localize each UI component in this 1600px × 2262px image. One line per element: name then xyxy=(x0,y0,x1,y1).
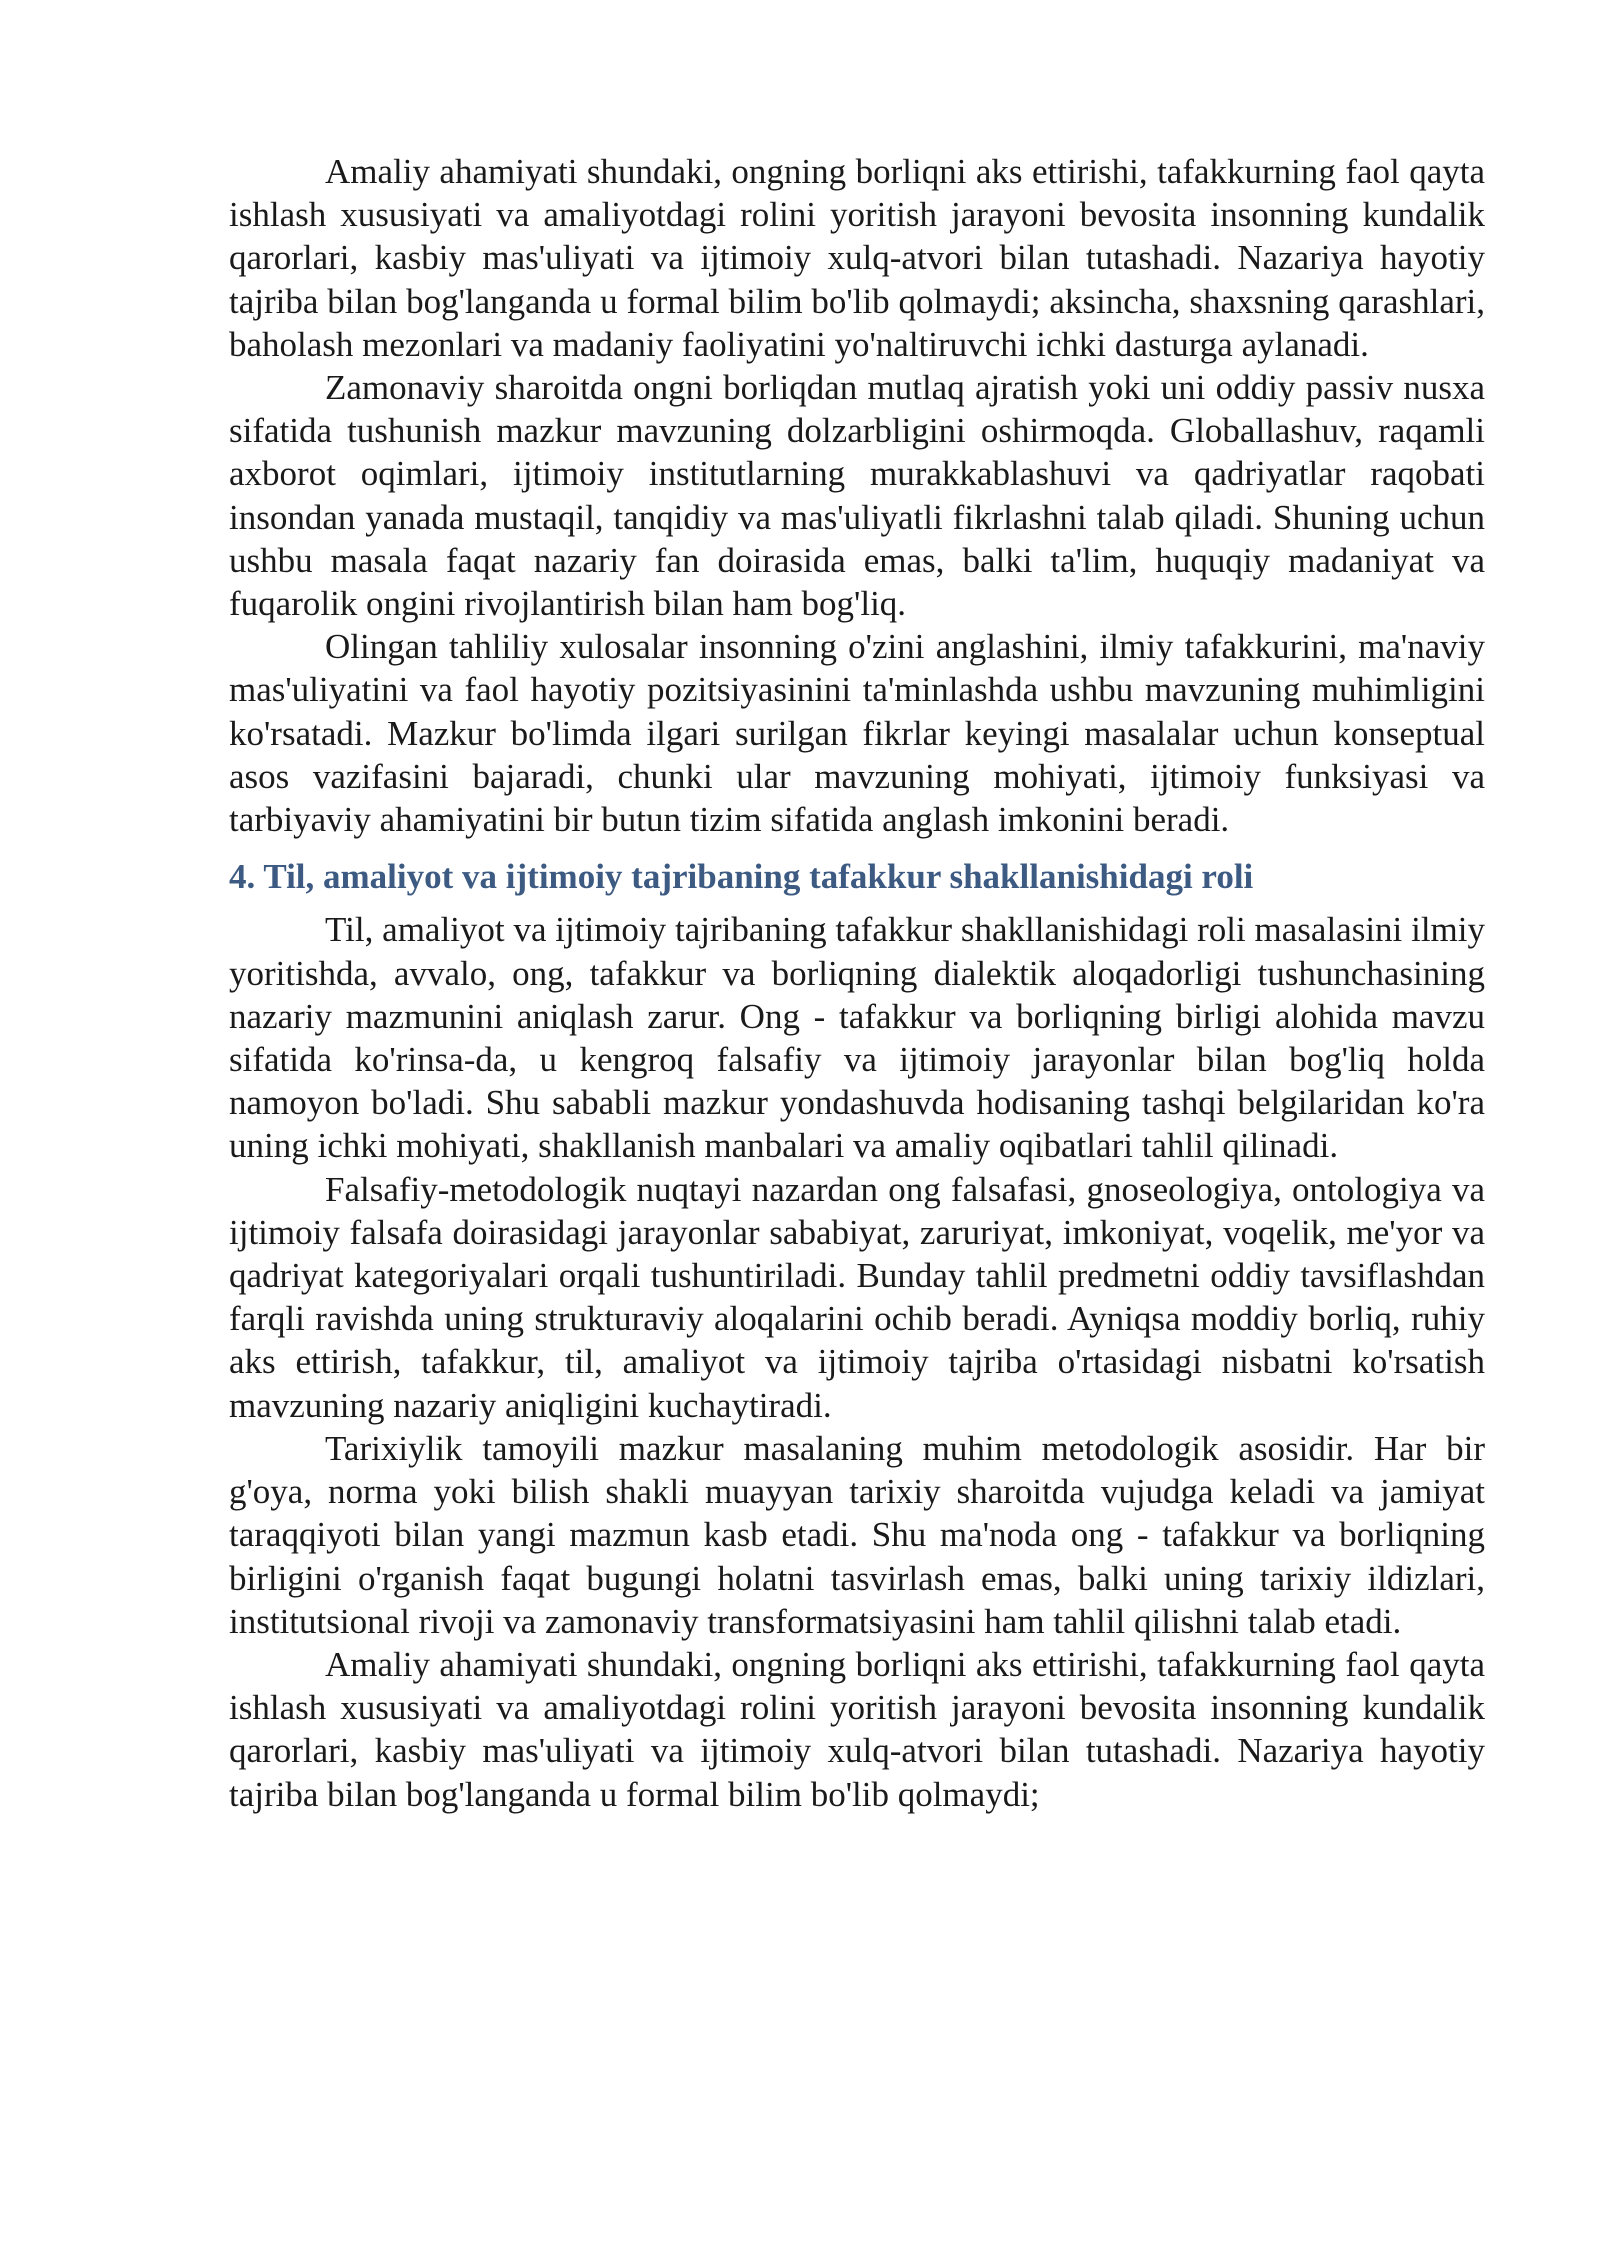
body-paragraph: Falsafiy-metodologik nuqtayi nazardan ong falsafasi, gnoseologiya, ontologiya va ijtimoiy falsafa doirasidagi jarayonlar sababiyat, zaruriyat, imkoniyat, voqelik, me'yor va qadriyat kategoriyalari orqali tushuntiriladi. Bunday tahlil predmetni oddiy tavsiflashdan farqli ravishda uning strukturaviy aloqalarini ochib beradi. Ayniqsa moddiy borliq, ruhiy aks ettirish, tafakkur, til, amaliyot va ijtimoiy tajriba o'rtasidagi nisbatni ko'rsatish mavzuning nazariy aniqligini kuchaytiradi. xyxy=(229,1169,1485,1425)
section-heading: 4. Til, amaliyot va ijtimoiy tajribaning tafakkur shakllanishidagi roli xyxy=(229,857,1254,897)
body-paragraph: Amaliy ahamiyati shundaki, ongning borliqni aks ettirishi, tafakkurning faol qayta ishlash xususiyati va amaliyotdagi rolini yoritish jarayoni bevosita insonning kundalik qarorlari, kasbiy mas'uliyati va ijtimoiy xulq-atvori bilan tutashadi. Nazariya hayotiy tajriba bilan bog'langanda u formal bilim bo'lib qolmaydi; xyxy=(229,1644,1485,1814)
body-paragraph: Olingan tahliliy xulosalar insonning o'zini anglashini, ilmiy tafakkurini, ma'naviy mas'uliyatini va faol hayotiy pozitsiyasinini ta'minlashda ushbu mavzuning muhimligini ko'rsatadi. Mazkur bo'limda ilgari surilgan fikrlar keyingi masalalar uchun konseptual asos vazifasini bajaradi, chunki ular mavzuning mohiyati, ijtimoiy funksiyasi va tarbiyaviy ahamiyatini bir butun tizim sifatida anglash imkonini beradi. xyxy=(229,627,1485,840)
body-paragraph: Tarixiylik tamoyili mazkur masalaning muhim metodologik asosidir. Har bir g'oya, norma yoki bilish shakli muayyan tarixiy sharoitda vujudga keladi va jamiyat taraqqiyoti bilan yangi mazmun kasb etadi. Shu ma'noda ong - tafakkur va borliqning birligini o'rganish faqat bugungi holatni tasvirlash emas, balki uning tarixiy ildizlari, institutsional rivoji va zamonaviy transformatsiyasini ham tahlil qilishni talab etadi. xyxy=(229,1428,1485,1641)
body-paragraph: Amaliy ahamiyati shundaki, ongning borliqni aks ettirishi, tafakkurning faol qayta ishlash xususiyati va amaliyotdagi rolini yoritish jarayoni bevosita insonning kundalik qarorlari, kasbiy mas'uliyati va ijtimoiy xulq-atvori bilan tutashadi. Nazariya hayotiy tajriba bilan bog'langanda u formal bilim bo'lib qolmaydi; aksincha, shaxsning qarashlari, baholash mezonlari va madaniy faoliyatini yo'naltiruvchi ichki dasturga aylanadi. xyxy=(229,152,1485,364)
body-paragraph: Zamonaviy sharoitda ongni borliqdan mutlaq ajratish yoki uni oddiy passiv nusxa sifatida tushunish mazkur mavzuning dolzarbligini oshirmoqda. Globallashuv, raqamli axborot oqimlari, ijtimoiy institutlarning murakkablashuvi va qadriyatlar raqobati insondan yanada mustaqil, tanqidiy va mas'uliyatli fikrlashni talab qiladi. Shuning uchun ushbu masala faqat nazariy fan doirasida emas, balki ta'lim, huquqiy madaniyat va fuqarolik ongini rivojlantirish bilan ham bog'liq. xyxy=(229,368,1485,624)
body-paragraph: Til, amaliyot va ijtimoiy tajribaning tafakkur shakllanishidagi roli masalasini ilmiy yoritishda, avvalo, ong, tafakkur va borliqning dialektik aloqadorligi tushunchasining nazariy mazmunini aniqlash zarur. Ong - tafakkur va borliqning birligi alohida mavzu sifatida ko'rinsa-da, u kengroq falsafiy va ijtimoiy jarayonlar bilan bog'liq holda namoyon bo'ladi. Shu sababli mazkur yondashuvda hodisaning tashqi belgilaridan ko'ra uning ichki mohiyati, shakllanish manbalari va amaliy oqibatlari tahlil qilinadi. xyxy=(229,910,1485,1166)
document-page xyxy=(229,150,1485,1816)
